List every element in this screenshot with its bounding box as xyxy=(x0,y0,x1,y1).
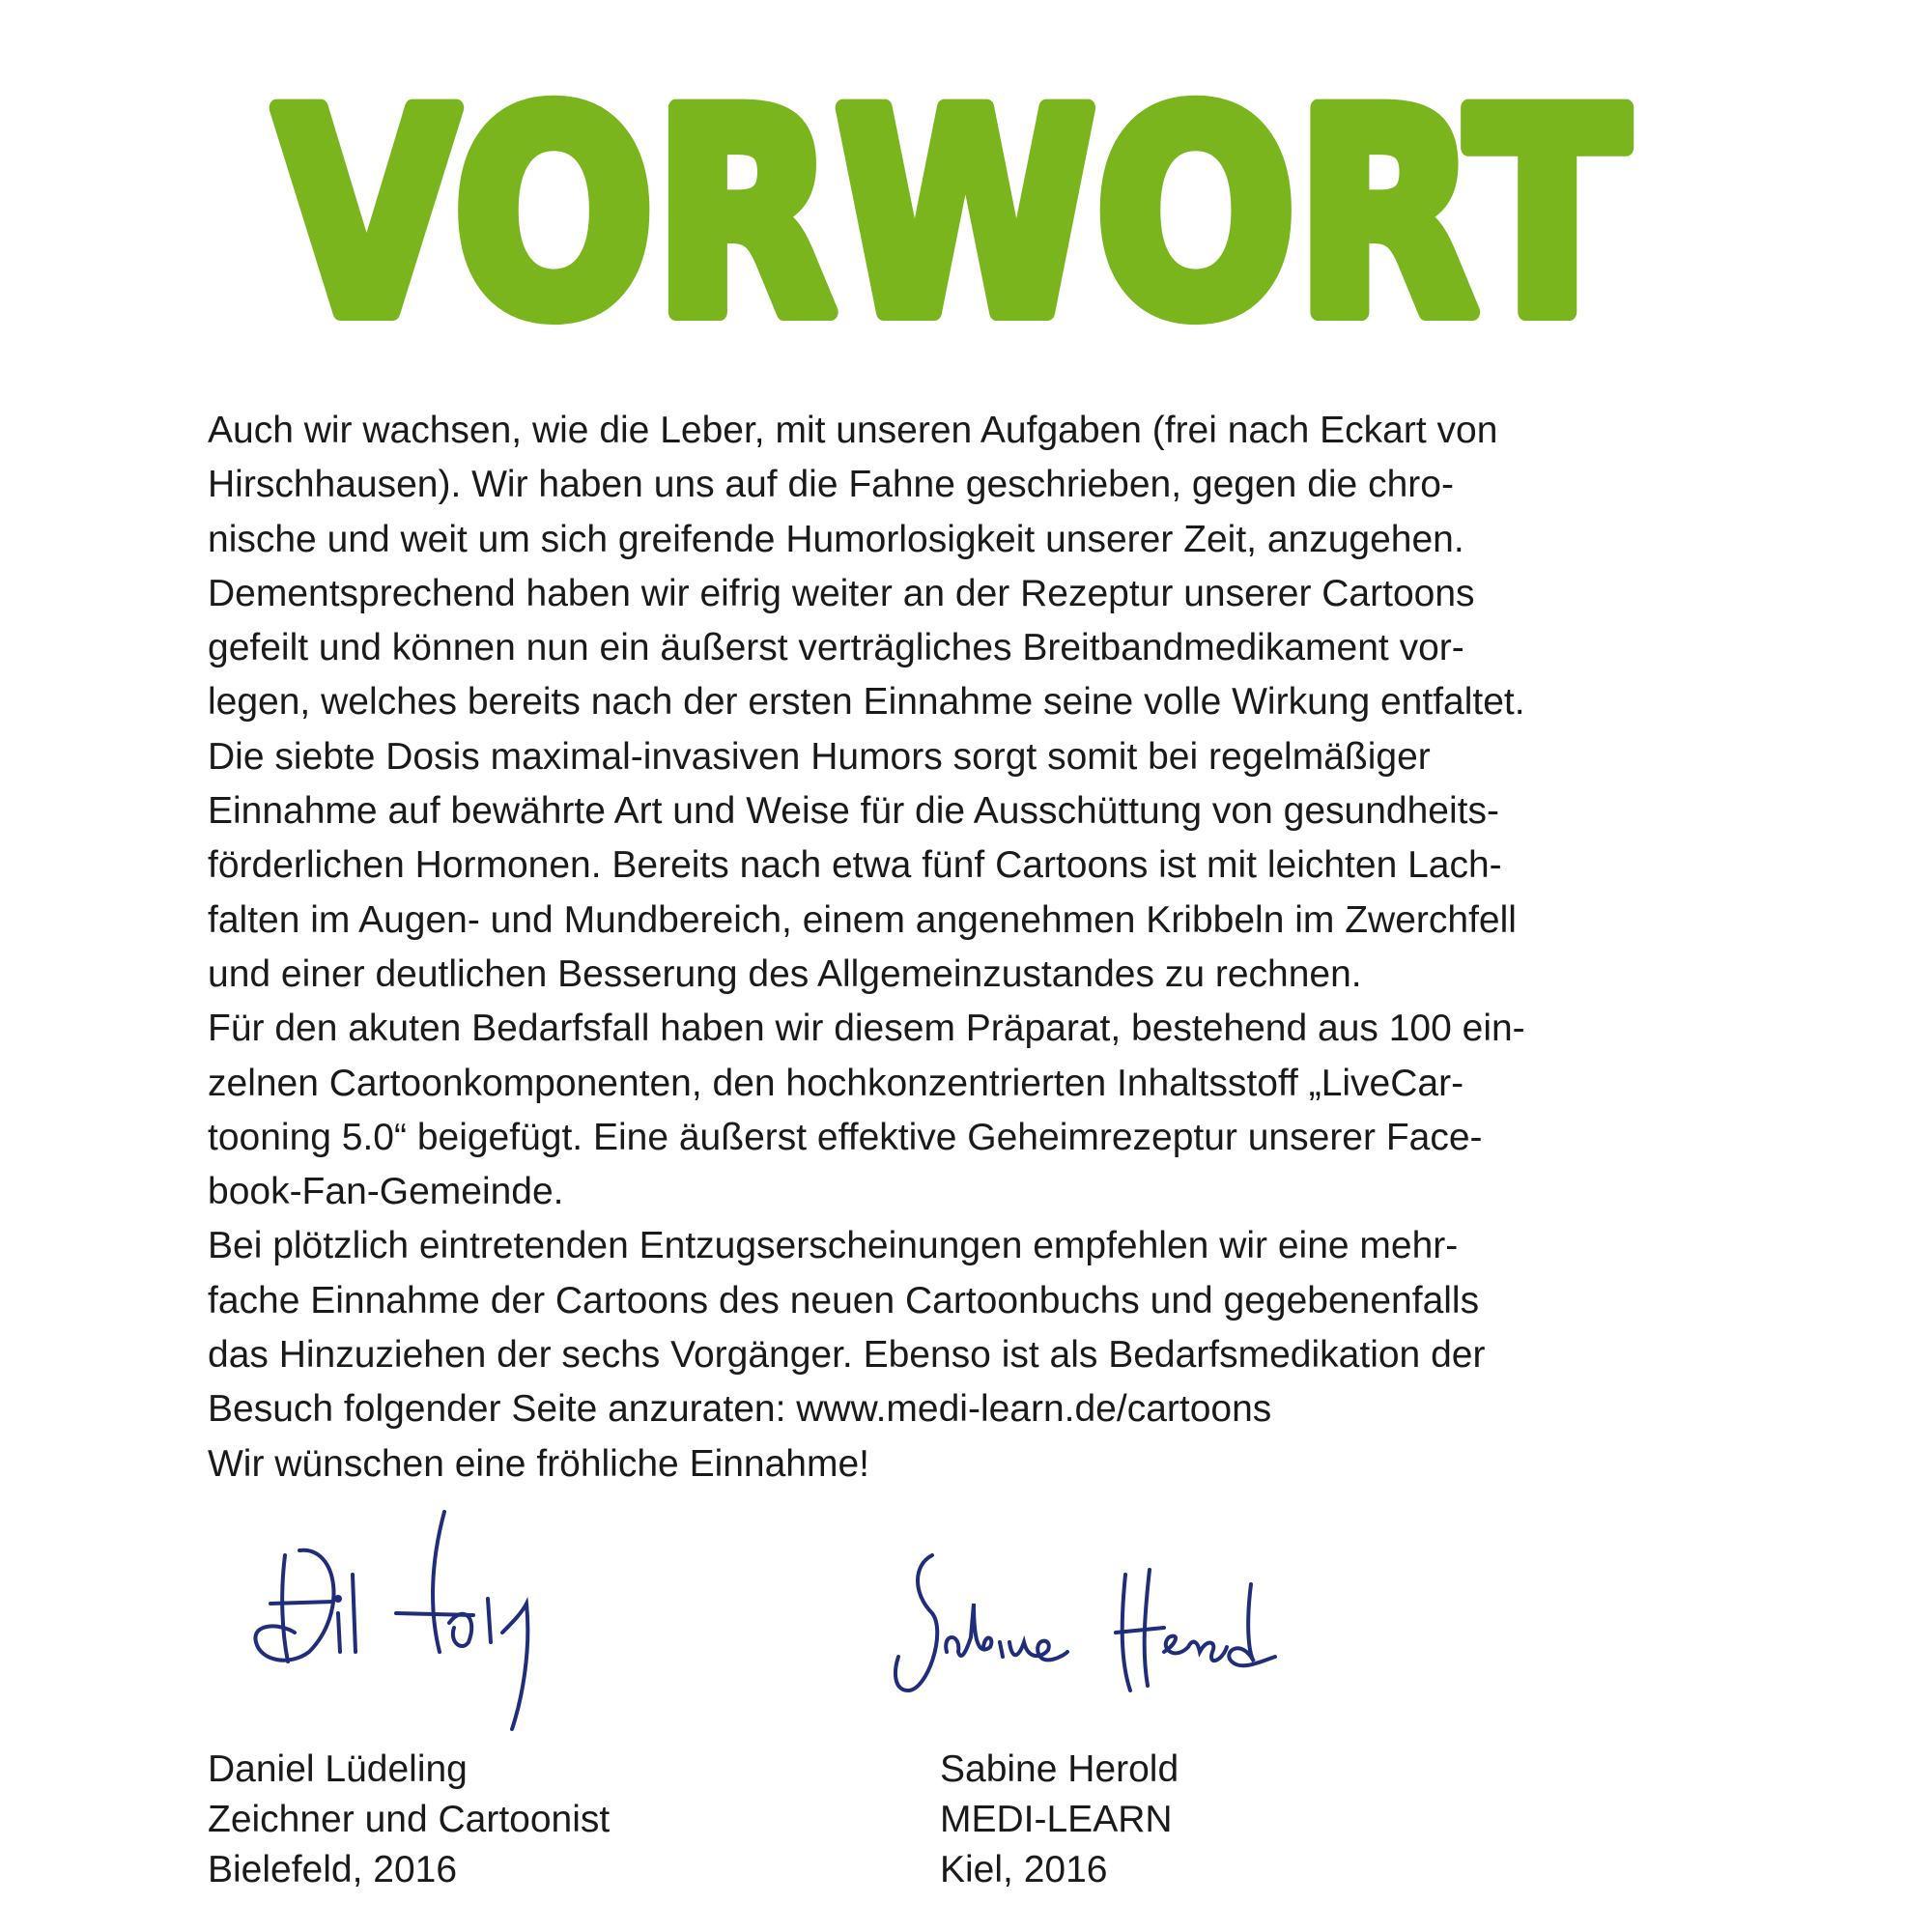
body-line: zelnen Cartoonkomponenten, den hochkonzentrierten Inhaltsstoff „LiveCar- xyxy=(208,1062,1464,1104)
body-line: Hirschhausen). Wir haben uns auf die Fahne geschrieben, gegen die chro- xyxy=(208,464,1454,506)
signatory-name: Sabine Herold xyxy=(940,1748,1179,1790)
body-line: Besuch folgender Seite anzuraten: www.medi-learn.de/cartoons xyxy=(208,1388,1272,1431)
body-line: und einer deutlichen Besserung des Allgemeinzustandes zu rechnen. xyxy=(208,952,1362,995)
body-line: book-Fan-Gemeinde. xyxy=(208,1171,564,1213)
body-line: Auch wir wachsen, wie die Leber, mit unseren Aufgaben (frei nach Eckart von xyxy=(208,410,1498,451)
signatory-name: Daniel Lüdeling xyxy=(208,1748,468,1790)
page-title-logo xyxy=(261,53,1642,379)
body-line: falten im Augen- und Mundbereich, einem angenehmen Kribbeln im Zwerchfell xyxy=(208,898,1517,941)
signatory-place: Kiel, 2016 xyxy=(940,1849,1108,1890)
signature-sabine-herold xyxy=(889,1546,1294,1710)
body-line: Dementsprechend haben wir eifrig weiter an der Rezeptur unserer Cartoons xyxy=(208,572,1475,614)
body-line: fache Einnahme der Cartoons des neuen Cartoonbuchs und gegebenenfalls xyxy=(208,1279,1480,1321)
signatory-role: Zeichner und Cartoonist xyxy=(208,1799,611,1840)
body-line: förderlichen Hormonen. Bereits nach etwa fünf Cartoons ist mit leichten Lach- xyxy=(208,844,1502,887)
signature-daniel-luedeling xyxy=(242,1507,560,1739)
body-line: das Hinzuziehen der sechs Vorgänger. Ebenso ist als Bedarfsmedikation der xyxy=(208,1334,1486,1377)
signatory-place: Bielefeld, 2016 xyxy=(208,1849,458,1890)
body-line: nische und weit um sich greifende Humorlosigkeit unserer Zeit, anzugehen. xyxy=(208,518,1464,560)
body-line: Für den akuten Bedarfsfall haben wir diesem Präparat, bestehend aus 100 ein- xyxy=(208,1008,1525,1050)
signatory-block-right xyxy=(940,1745,1179,1895)
body-line: gefeilt und können nun ein äußerst verträgliches Breitbandmedikament vor- xyxy=(208,627,1464,669)
foreword-body xyxy=(208,404,1525,1492)
body-line: tooning 5.0“ beigefügt. Eine äußerst effektive Geheimrezeptur unserer Face- xyxy=(208,1116,1483,1158)
body-line: Einnahme auf bewährte Art und Weise für die Ausschüttung von gesundheits- xyxy=(208,790,1499,833)
body-line: Bei plötzlich eintretenden Entzugserscheinungen empfehlen wir eine mehr- xyxy=(208,1225,1459,1267)
title-text: VORWORT xyxy=(275,53,1630,379)
body-line: Die siebte Dosis maximal-invasiven Humors sorgt somit bei regelmäßiger xyxy=(208,735,1431,778)
body-line: Wir wünschen eine fröhliche Einnahme! xyxy=(208,1442,870,1485)
signatory-block-left xyxy=(208,1745,610,1895)
signatory-role: MEDI-LEARN xyxy=(940,1799,1173,1840)
body-line: legen, welches bereits nach der ersten Einnahme seine volle Wirkung entfaltet. xyxy=(208,681,1525,724)
